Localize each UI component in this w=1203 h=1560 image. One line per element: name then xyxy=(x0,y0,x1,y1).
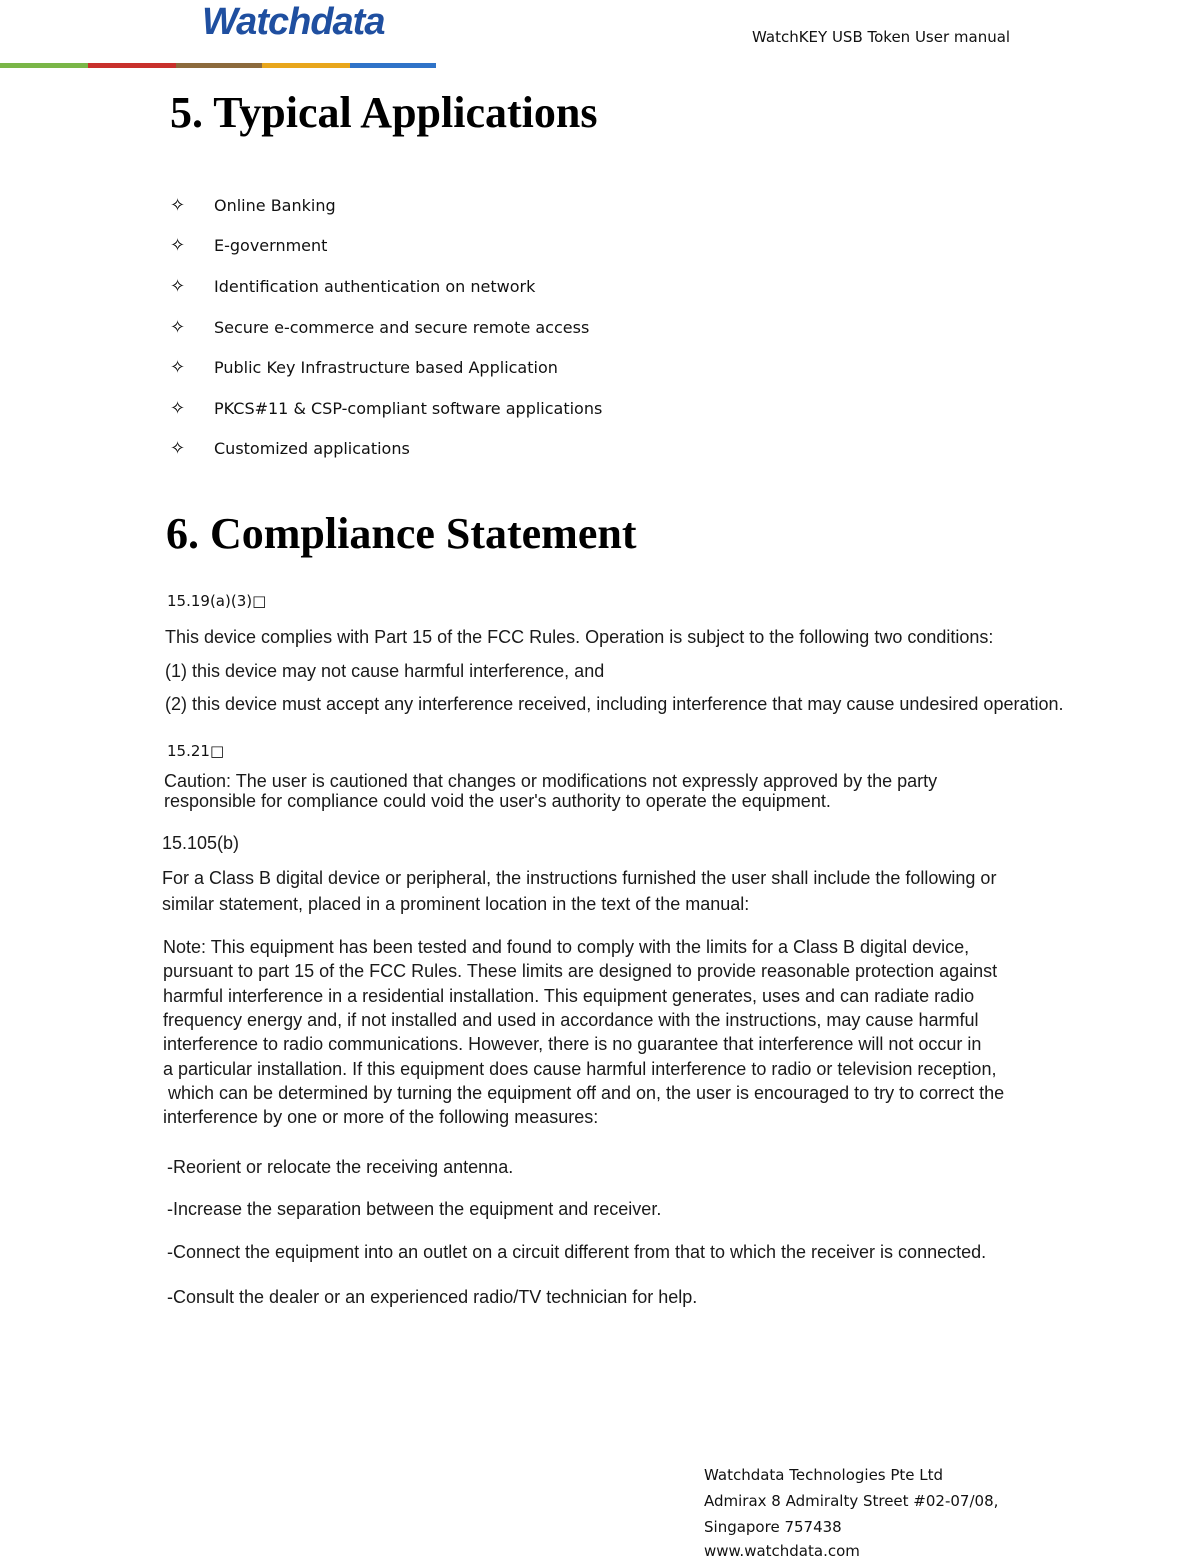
star-bullet-icon: ✧ xyxy=(170,397,186,419)
note-line: pursuant to part 15 of the FCC Rules. These limits are designed to provide reasonable protection against xyxy=(163,961,998,981)
list-item-text: Identification authentication on network xyxy=(214,276,536,296)
caution-line: Caution: The user is cautioned that changes or modifications not expressly approved by the party xyxy=(164,771,938,791)
measure-item: -Reorient or relocate the receiving antenna. xyxy=(167,1157,514,1177)
footer-address-line: Singapore 757438 xyxy=(704,1518,842,1536)
color-bar-segment xyxy=(262,63,350,68)
star-bullet-icon: ✧ xyxy=(170,275,186,297)
list-item xyxy=(170,233,327,257)
star-bullet-icon: ✧ xyxy=(170,316,186,338)
note-line: interference by one or more of the following measures: xyxy=(163,1107,599,1127)
list-item xyxy=(170,274,535,298)
note-line: harmful interference in a residential installation. This equipment generates, uses and can radiate radio xyxy=(163,986,975,1006)
list-item xyxy=(170,315,589,339)
caution-line: responsible for compliance could void the user's authority to operate the equipment. xyxy=(164,791,831,811)
list-item xyxy=(170,193,336,217)
measure-item: -Increase the separation between the equipment and receiver. xyxy=(167,1199,662,1219)
list-item-text: E-government xyxy=(214,235,328,255)
star-bullet-icon: ✧ xyxy=(170,437,186,459)
footer-address-line: Admirax 8 Admiralty Street #02-07/08, xyxy=(704,1492,999,1510)
header-color-bar xyxy=(0,63,436,68)
ref-15-19: 15.19(a)(3)□ xyxy=(167,592,267,610)
footer-website: www.watchdata.com xyxy=(704,1542,860,1560)
fcc-line: This device complies with Part 15 of the FCC Rules. Operation is subject to the following two conditions: xyxy=(165,627,994,647)
measure-item: -Consult the dealer or an experienced radio/TV technician for help. xyxy=(167,1287,698,1307)
note-line: which can be determined by turning the equipment off and on, the user is encouraged to try to correct the xyxy=(168,1083,1005,1103)
note-line: frequency energy and, if not installed and used in accordance with the instructions, may cause harmful xyxy=(163,1010,979,1030)
color-bar-segment xyxy=(88,63,176,68)
star-bullet-icon: ✧ xyxy=(170,234,186,256)
ref-15-105b: 15.105(b) xyxy=(162,833,240,853)
classb-line: For a Class B digital device or peripheral, the instructions furnished the user shall include the following or xyxy=(162,868,997,888)
fcc-line: (1) this device may not cause harmful interference, and xyxy=(165,661,605,681)
star-bullet-icon: ✧ xyxy=(170,194,186,216)
color-bar-segment xyxy=(176,63,262,68)
list-item-text: Public Key Infrastructure based Application xyxy=(214,357,558,377)
star-bullet-icon: ✧ xyxy=(170,356,186,378)
list-item xyxy=(170,355,558,379)
fcc-line: (2) this device must accept any interference received, including interference that may cause undesired operation. xyxy=(165,694,1064,714)
section5-heading: 5. Typical Applications xyxy=(170,88,598,137)
list-item-text: Online Banking xyxy=(214,195,336,215)
color-bar-segment xyxy=(0,63,88,68)
list-item xyxy=(170,396,602,420)
classb-line: similar statement, placed in a prominent location in the text of the manual: xyxy=(162,894,750,914)
list-item-text: Customized applications xyxy=(214,438,410,458)
list-item-text: PKCS#11 & CSP-compliant software applications xyxy=(214,398,603,418)
list-item xyxy=(170,436,410,460)
note-line: Note: This equipment has been tested and found to comply with the limits for a Class B digital device, xyxy=(163,937,970,957)
ref-15-21: 15.21□ xyxy=(167,742,225,760)
measure-item: -Connect the equipment into an outlet on a circuit different from that to which the receiver is connected. xyxy=(167,1242,987,1262)
color-bar-segment xyxy=(350,63,436,68)
footer-company: Watchdata Technologies Pte Ltd xyxy=(704,1466,944,1484)
watchdata-logo: Watchdata xyxy=(202,1,385,43)
list-item-text: Secure e-commerce and secure remote access xyxy=(214,317,590,337)
section6-heading: 6. Compliance Statement xyxy=(166,509,637,558)
note-line: interference to radio communications. However, there is no guarantee that interference will not occur in xyxy=(163,1034,982,1054)
note-line: a particular installation. If this equipment does cause harmful interference to radio or television reception, xyxy=(163,1059,997,1079)
document-title: WatchKEY USB Token User manual xyxy=(752,28,1011,46)
